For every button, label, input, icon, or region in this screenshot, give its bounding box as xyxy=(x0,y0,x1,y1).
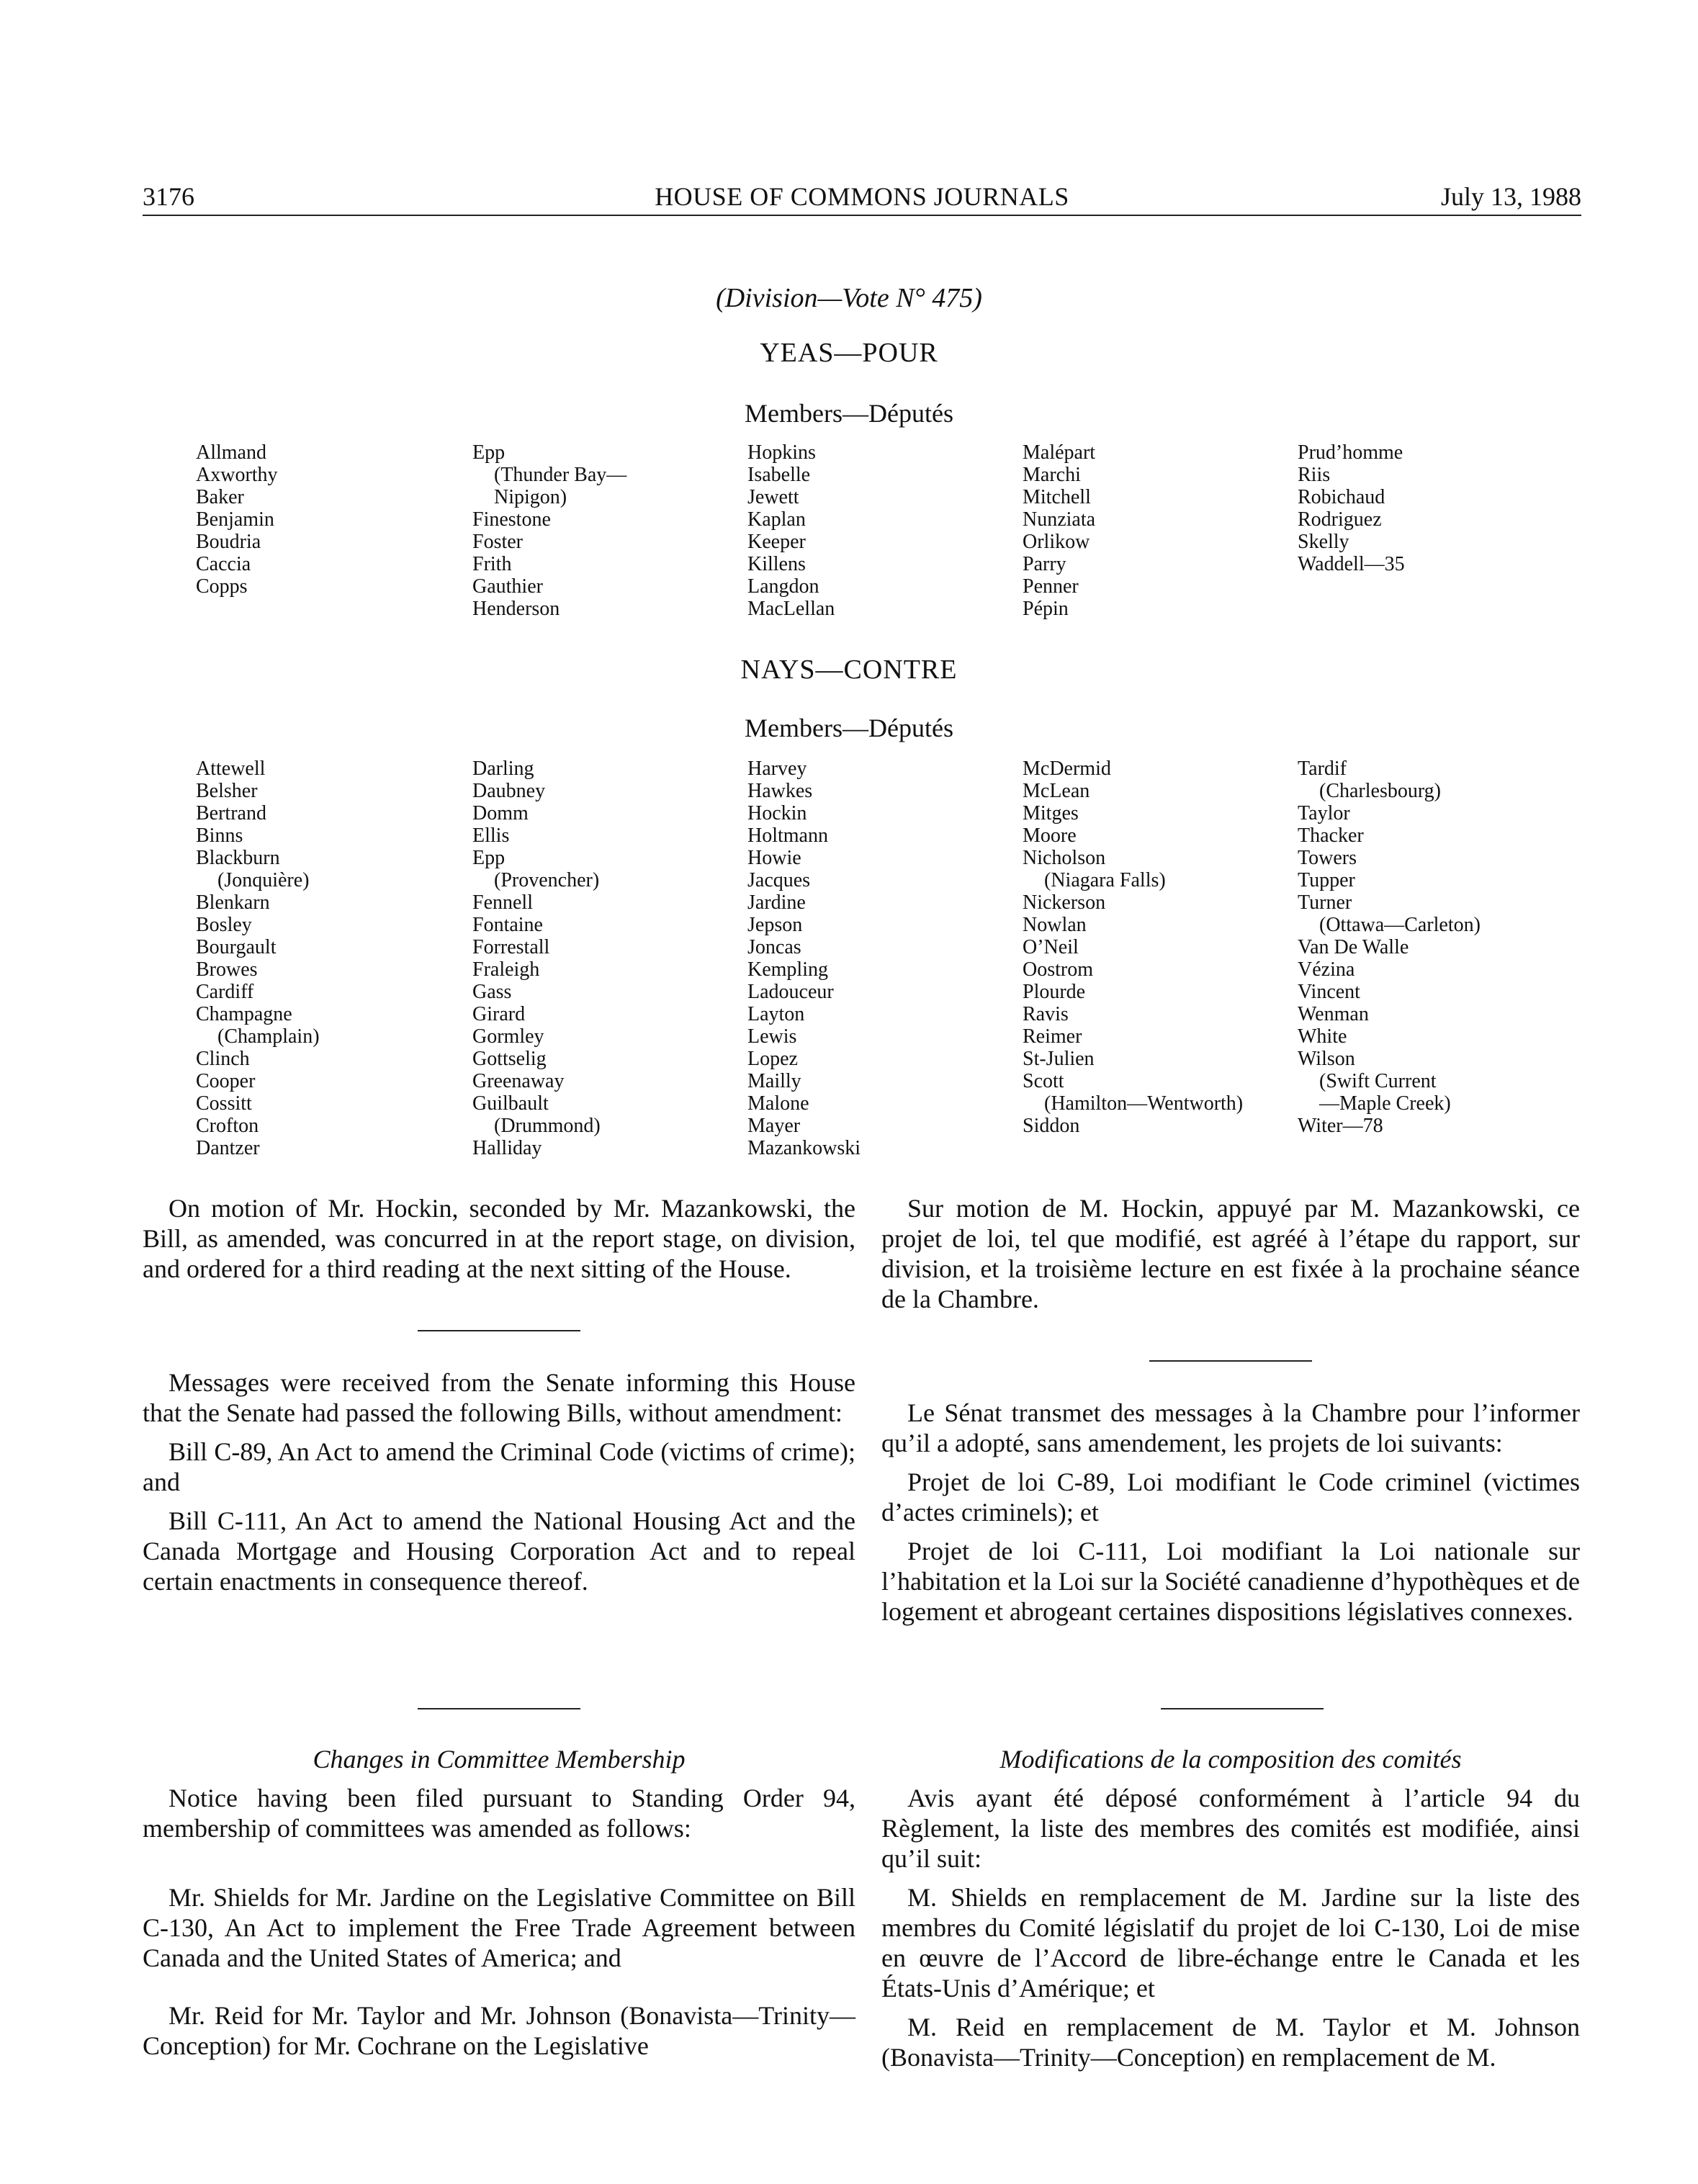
section-divider xyxy=(1161,1708,1324,1709)
member-name: Gass xyxy=(472,981,512,1003)
motion-paragraph: On motion of Mr. Hockin, seconded by Mr. Mazankowski, the Bill, as amended, was concurred in at the report stage, on division, and ordered for a third reading at the next sitting of the House. xyxy=(143,1194,855,1283)
member-name: Crofton xyxy=(196,1115,259,1137)
member-name: St-Julien xyxy=(1023,1048,1095,1070)
committee-heading: Changes in Committee Membership xyxy=(313,1745,686,1774)
member-name: Ellis xyxy=(472,824,510,847)
member-name: Langdon xyxy=(747,575,819,598)
member-name: Plourde xyxy=(1023,981,1086,1003)
member-name: Fennell xyxy=(472,891,533,914)
member-name: Towers xyxy=(1298,847,1357,869)
page-number: 3176 xyxy=(143,182,194,211)
member-name: Champagne xyxy=(196,1003,292,1025)
member-name: Nicholson xyxy=(1023,847,1106,869)
english-committee-section xyxy=(143,1744,855,2061)
nays-subheading: Members—Députés xyxy=(745,714,953,742)
member-name: Boudria xyxy=(196,531,261,553)
member-name: Hawkes xyxy=(747,780,813,802)
member-name: Thacker xyxy=(1298,824,1364,847)
page-header xyxy=(143,181,1581,216)
bill-c89-paragraph-fr: Projet de loi C-89, Loi modifiant le Code criminel (victimes d’actes criminels); et xyxy=(881,1468,1580,1527)
member-name: White xyxy=(1298,1025,1347,1048)
member-name: Mayer xyxy=(747,1115,801,1137)
nays-column-4 xyxy=(1023,758,1243,1137)
member-name: Prud’homme xyxy=(1298,441,1403,464)
member-name: Daubney xyxy=(472,780,546,802)
member-name: Fontaine xyxy=(472,914,543,936)
member-name: Ravis xyxy=(1023,1003,1069,1025)
member-name: Lewis xyxy=(747,1025,797,1048)
member-name: Baker xyxy=(196,486,244,508)
member-name: Bosley xyxy=(196,914,252,936)
section-divider xyxy=(418,1330,580,1331)
member-riding: (Niagara Falls) xyxy=(1044,869,1166,891)
member-name: Mailly xyxy=(747,1070,801,1092)
member-name: Tardif xyxy=(1298,758,1347,780)
section-divider xyxy=(1149,1360,1312,1362)
member-name: Nowlan xyxy=(1023,914,1087,936)
member-name: Killens xyxy=(747,553,806,575)
member-name: Blenkarn xyxy=(196,891,270,914)
division-title: (Division—Vote N° 475) xyxy=(716,283,982,313)
member-name: Dantzer xyxy=(196,1137,260,1159)
member-name: Pépin xyxy=(1023,598,1069,620)
nays-heading: NAYS—CONTRE xyxy=(740,655,958,685)
member-name: Howie xyxy=(747,847,801,869)
member-name: Mitchell xyxy=(1023,486,1091,508)
member-name: Girard xyxy=(472,1003,526,1025)
messages-paragraph: Messages were received from the Senate informing this House that the Senate had passed the following Bills, without amendment: xyxy=(143,1368,855,1427)
reid-paragraph-fr: M. Reid en remplacement de M. Taylor et M. Johnson (Bonavista—Trinity—Conception) en remplacement de M. xyxy=(881,2013,1580,2072)
shields-paragraph: Mr. Shields for Mr. Jardine on the Legislative Committee on Bill C-130, An Act to implement the Free Trade Agreement between Canada and the United States of America; and xyxy=(143,1883,855,1972)
member-riding: (Charlesbourg) xyxy=(1319,780,1441,802)
member-name: Ladouceur xyxy=(747,981,834,1003)
member-name: Darling xyxy=(472,758,534,780)
member-name: Siddon xyxy=(1023,1115,1080,1137)
yeas-column-1 xyxy=(196,441,278,598)
member-name: Vincent xyxy=(1298,981,1360,1003)
reid-paragraph: Mr. Reid for Mr. Taylor and Mr. Johnson (Bonavista—Trinity—Conception) for Mr. Cochrane on the Legislative xyxy=(143,2001,855,2060)
member-name: Marchi xyxy=(1023,464,1081,486)
journal-title: HOUSE OF COMMONS JOURNALS xyxy=(655,182,1069,211)
member-name: Scott xyxy=(1023,1070,1064,1092)
member-name: McDermid xyxy=(1023,758,1111,780)
member-name: Riis xyxy=(1298,464,1331,486)
member-name: Layton xyxy=(747,1003,805,1025)
member-name: Malone xyxy=(747,1092,809,1115)
member-name: Skelly xyxy=(1298,531,1349,553)
nays-list xyxy=(196,758,1607,1168)
shields-paragraph-fr: M. Shields en remplacement de M. Jardine sur la liste des membres du Comité législatif du projet de loi C-130, Loi de mise en œuvre de l’Accord de libre-échange entre le Canada et les États-Unis d’Amérique; et xyxy=(881,1883,1580,2003)
member-name: Oostrom xyxy=(1023,958,1093,981)
member-name: Caccia xyxy=(196,553,251,575)
bill-c111-paragraph: Bill C-111, An Act to amend the National Housing Act and the Canada Mortgage and Housing Corporation Act and to repeal certain enactments in consequence thereof. xyxy=(143,1506,855,1596)
member-name: Parry xyxy=(1023,553,1066,575)
member-name: Turner xyxy=(1298,891,1352,914)
committee-intro-fr: Avis ayant été déposé conformément à l’article 94 du Règlement, la liste des membres des comités est modifiée, ainsi qu’il suit: xyxy=(881,1784,1580,1873)
member-name: Joncas xyxy=(747,936,801,958)
member-name: Orlikow xyxy=(1023,531,1090,553)
member-name: Vézina xyxy=(1298,958,1355,981)
member-name: Mazankowski xyxy=(747,1137,861,1159)
member-name: Copps xyxy=(196,575,248,598)
member-name: Benjamin xyxy=(196,508,274,531)
member-name: Penner xyxy=(1023,575,1079,598)
member-name: Gottselig xyxy=(472,1048,547,1070)
member-name: Mitges xyxy=(1023,802,1079,824)
member-riding: (Champlain) xyxy=(217,1025,320,1048)
member-name: Halliday xyxy=(472,1137,542,1159)
member-riding: (Ottawa—Carleton) xyxy=(1319,914,1481,936)
member-name: Cooper xyxy=(196,1070,256,1092)
member-name: Taylor xyxy=(1298,802,1350,824)
member-name: Nickerson xyxy=(1023,891,1106,914)
member-name: MacLellan xyxy=(747,598,835,620)
member-name: Binns xyxy=(196,824,243,847)
nays-column-5 xyxy=(1298,758,1481,1137)
member-name: Blackburn xyxy=(196,847,280,869)
member-name: Bertrand xyxy=(196,802,266,824)
yeas-column-3 xyxy=(747,441,835,620)
english-column xyxy=(143,1193,855,1596)
member-name: Reimer xyxy=(1023,1025,1082,1048)
member-name: Gormley xyxy=(472,1025,544,1048)
member-name: Browes xyxy=(196,958,258,981)
yeas-column-5 xyxy=(1298,441,1405,575)
member-riding: —Maple Creek) xyxy=(1319,1092,1451,1115)
member-name: Belsher xyxy=(196,780,258,802)
member-name: Foster xyxy=(472,531,523,553)
member-name: Van De Walle xyxy=(1298,936,1409,958)
member-riding: (Thunder Bay— xyxy=(494,464,627,486)
member-name: Finestone xyxy=(472,508,551,531)
bill-c89-paragraph: Bill C-89, An Act to amend the Criminal Code (victims of crime); and xyxy=(143,1437,855,1496)
member-name: Hopkins xyxy=(747,441,816,464)
yeas-subheading: Members—Députés xyxy=(745,399,953,428)
member-name: Lopez xyxy=(747,1048,798,1070)
member-name: Forrestall xyxy=(472,936,550,958)
nays-column-3 xyxy=(747,758,861,1159)
member-name: Witer—78 xyxy=(1298,1115,1383,1137)
member-name: Guilbault xyxy=(472,1092,549,1115)
member-name: Jardine xyxy=(747,891,806,914)
member-riding: (Hamilton—Wentworth) xyxy=(1044,1092,1244,1115)
bill-c111-paragraph-fr: Projet de loi C-111, Loi modifiant la Loi nationale sur l’habitation et la Loi sur la Société canadienne d’hypothèques et de logement et abrogeant certaines dispositions législatives connexes. xyxy=(881,1537,1580,1626)
member-name: Robichaud xyxy=(1298,486,1385,508)
member-name: Attewell xyxy=(196,758,266,780)
yeas-list xyxy=(196,441,1607,629)
messages-paragraph-fr: Le Sénat transmet des messages à la Chambre pour l’informer qu’il a adopté, sans amendement, les projets de loi suivants: xyxy=(881,1398,1580,1457)
member-name: Cossitt xyxy=(196,1092,252,1115)
member-name: Allmand xyxy=(196,441,266,464)
member-name: Tupper xyxy=(1298,869,1355,891)
member-name: Gauthier xyxy=(472,575,543,598)
member-name: Bourgault xyxy=(196,936,277,958)
member-name: Kempling xyxy=(747,958,828,981)
french-committee-section xyxy=(881,1744,1580,2072)
member-riding: (Jonquière) xyxy=(217,869,310,891)
yeas-column-4 xyxy=(1023,441,1095,620)
member-riding: (Provencher) xyxy=(494,869,600,891)
member-name: Fraleigh xyxy=(472,958,540,981)
motion-paragraph-fr: Sur motion de M. Hockin, appuyé par M. Mazankowski, ce projet de loi, tel que modifié, est agréé à l’étape du rapport, sur division, et la troisième lecture en est fixée à la prochaine séance de la Chambre. xyxy=(881,1194,1580,1313)
member-name: Nunziata xyxy=(1023,508,1096,531)
french-column xyxy=(881,1193,1580,1627)
member-name: Waddell—35 xyxy=(1298,553,1405,575)
member-name: Harvey xyxy=(747,758,807,780)
member-name: Cardiff xyxy=(196,981,254,1003)
yeas-column-2 xyxy=(472,441,626,620)
member-name: Wenman xyxy=(1298,1003,1369,1025)
member-name: Greenaway xyxy=(472,1070,565,1092)
member-name: Isabelle xyxy=(747,464,811,486)
member-name: Kaplan xyxy=(747,508,806,531)
nays-column-2 xyxy=(472,758,601,1159)
member-name: Clinch xyxy=(196,1048,250,1070)
member-name: Epp xyxy=(472,847,506,869)
committee-intro: Notice having been filed pursuant to Standing Order 94, membership of committees was amended as follows: xyxy=(143,1784,855,1843)
member-name: Hockin xyxy=(747,802,807,824)
member-name: Epp xyxy=(472,441,506,464)
member-riding: (Drummond) xyxy=(494,1115,601,1137)
section-divider xyxy=(418,1708,580,1709)
member-name: Rodriguez xyxy=(1298,508,1382,531)
member-name: Henderson xyxy=(472,598,560,620)
member-name: Keeper xyxy=(747,531,806,553)
journal-date: July 13, 1988 xyxy=(1440,182,1581,211)
member-name: O’Neil xyxy=(1023,936,1079,958)
member-name: Jewett xyxy=(747,486,799,508)
member-name: Wilson xyxy=(1298,1048,1355,1070)
member-name: Jepson xyxy=(747,914,803,936)
member-name: Axworthy xyxy=(196,464,278,486)
member-riding: Nipigon) xyxy=(494,486,567,508)
member-name: Malépart xyxy=(1023,441,1096,464)
member-name: Jacques xyxy=(747,869,811,891)
member-name: Domm xyxy=(472,802,529,824)
committee-heading-fr: Modifications de la composition des comités xyxy=(1000,1745,1462,1774)
member-name: Moore xyxy=(1023,824,1077,847)
member-riding: (Swift Current xyxy=(1319,1070,1437,1092)
member-name: McLean xyxy=(1023,780,1090,802)
nays-column-1 xyxy=(196,758,320,1159)
yeas-heading: YEAS—POUR xyxy=(760,338,938,368)
member-name: Holtmann xyxy=(747,824,828,847)
member-name: Frith xyxy=(472,553,512,575)
